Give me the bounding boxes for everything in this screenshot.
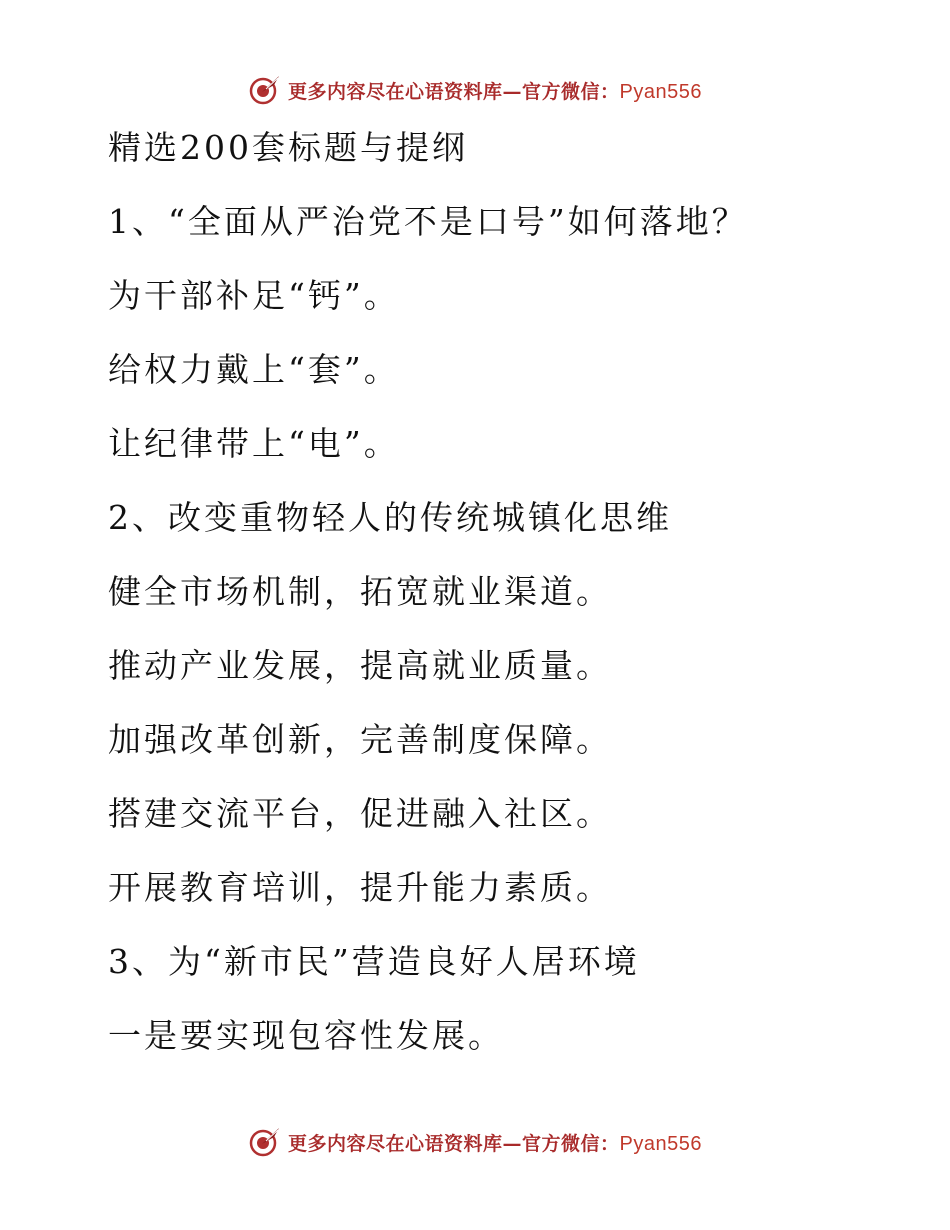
quill-logo-icon [248, 1125, 282, 1159]
footer-banner [0, 1122, 950, 1162]
outline-point: 开展教育培训，提升能力素质。 [108, 868, 612, 907]
footer-wechat-id: Pyan556 [619, 1132, 702, 1155]
header-brand-text: 更多内容尽在心语资料库—官方微信：Pyan556 [288, 80, 702, 103]
outline-heading-2: 2、改变重物轻人的传统城镇化思维 [108, 498, 672, 537]
outline-point: 给权力戴上“套”。 [108, 350, 400, 389]
outline-point: 为干部补足“钙”。 [108, 276, 400, 315]
header-banner [0, 70, 950, 110]
footer-brand-text: 更多内容尽在心语资料库—官方微信：Pyan556 [288, 1132, 702, 1155]
quill-logo-icon [248, 73, 282, 107]
outline-point: 推动产业发展，提高就业质量。 [108, 646, 612, 685]
outline-heading-3: 3、为“新市民”营造良好人居环境 [108, 942, 640, 981]
outline-point: 让纪律带上“电”。 [108, 424, 400, 463]
outline-point: 健全市场机制，拓宽就业渠道。 [108, 572, 612, 611]
outline-point: 加强改革创新，完善制度保障。 [108, 720, 612, 759]
header-wechat-id: Pyan556 [619, 80, 702, 103]
document-title: 精选200套标题与提纲 [108, 128, 468, 167]
document-body [108, 124, 908, 1086]
outline-point: 一是要实现包容性发展。 [108, 1016, 504, 1055]
outline-heading-1: 1、“全面从严治党不是口号”如何落地？ [108, 202, 748, 241]
outline-point: 搭建交流平台，促进融入社区。 [108, 794, 612, 833]
